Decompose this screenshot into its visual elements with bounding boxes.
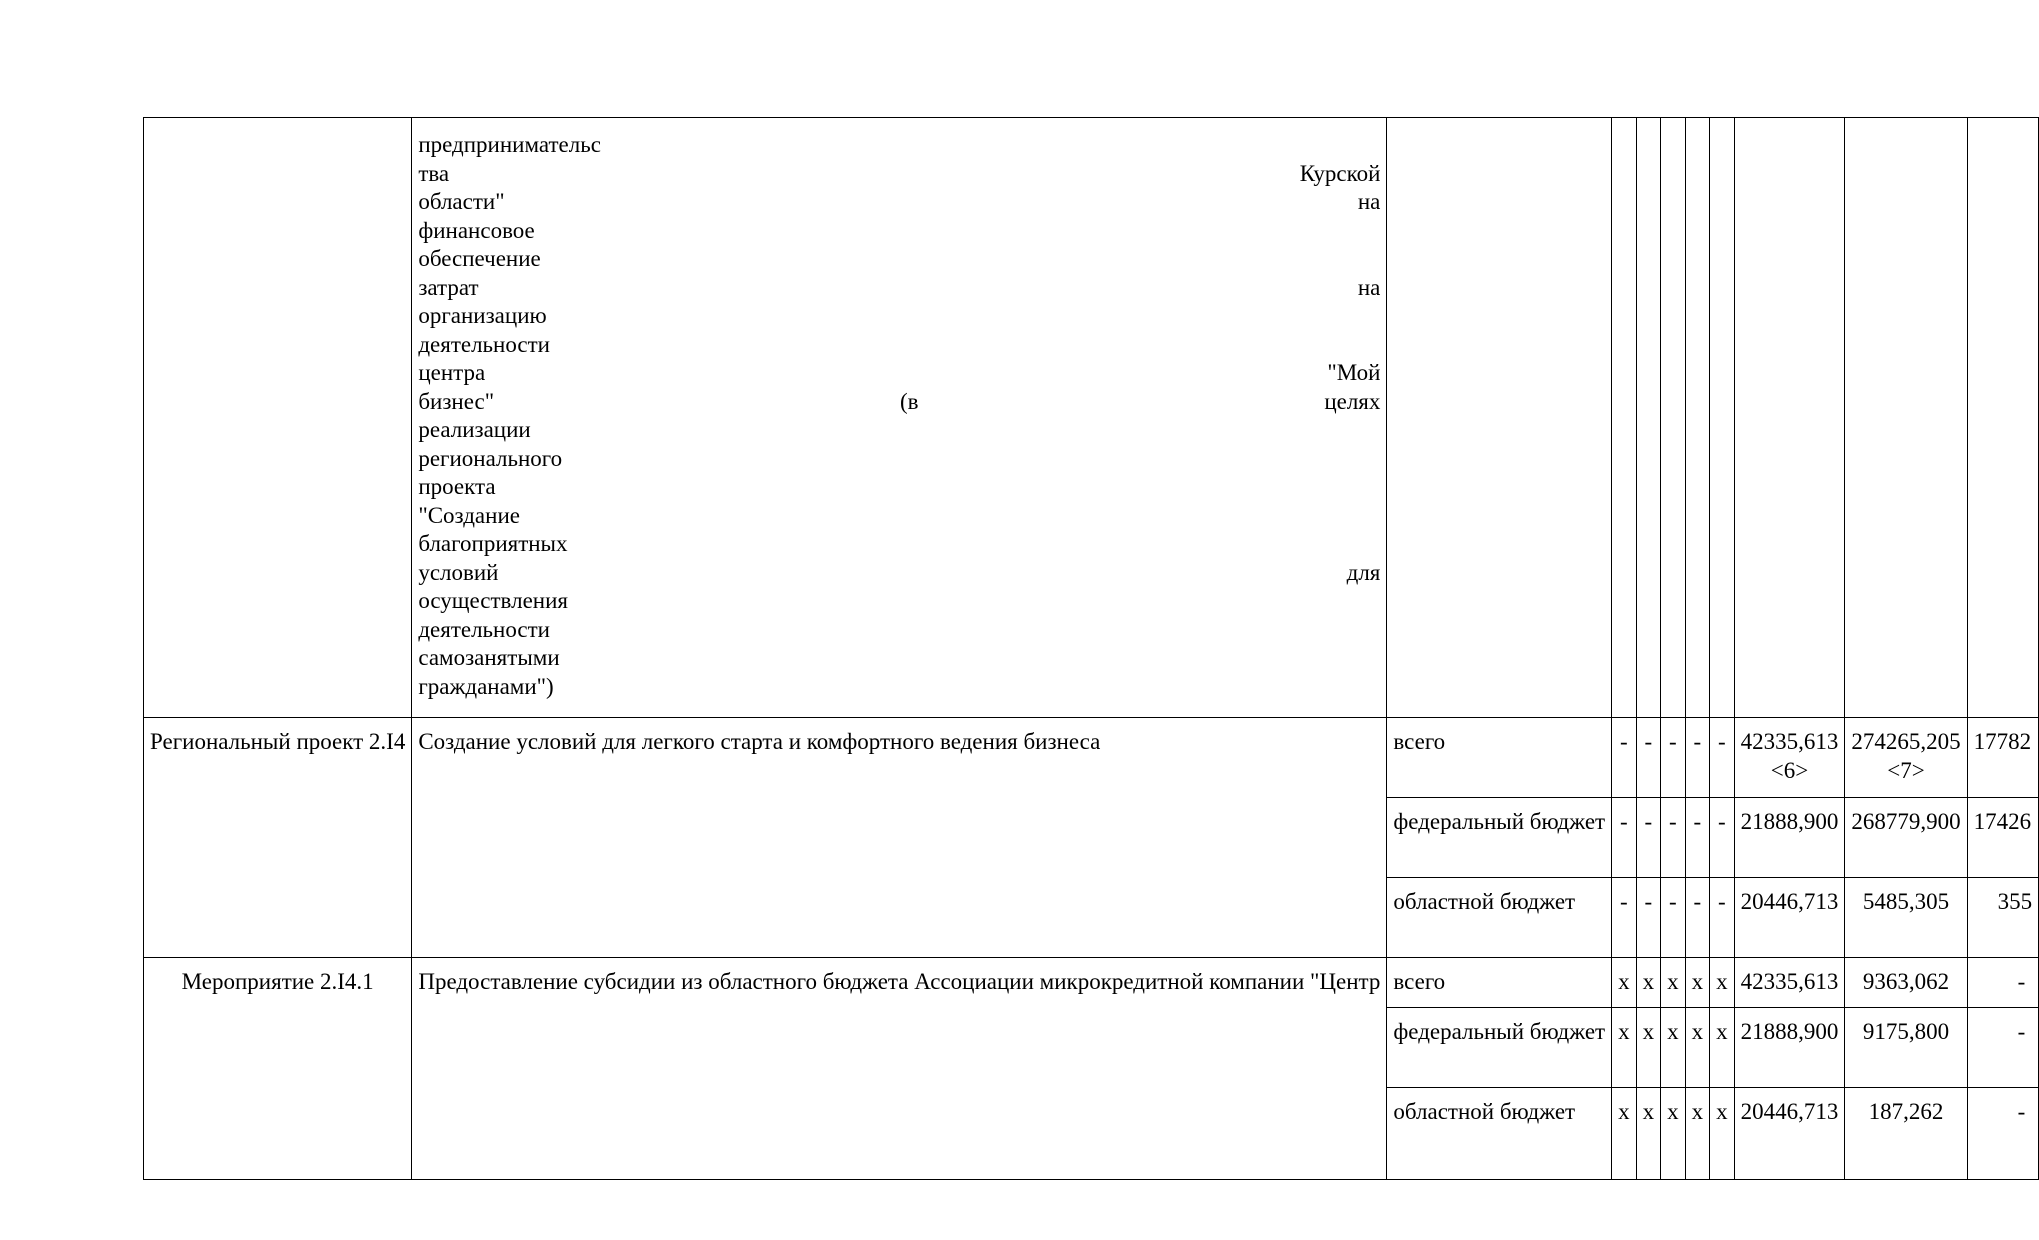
desc-line: реализации	[418, 417, 531, 442]
value-cell: -	[1612, 718, 1637, 798]
desc-line: деятельности	[418, 616, 550, 642]
value-cell-clipped: -	[1967, 1008, 2039, 1088]
desc-line: тва Курской	[418, 160, 1381, 186]
footnote-ref: <6>	[1770, 757, 1809, 783]
desc-line: условий для	[418, 559, 1381, 585]
value-cell: -	[1661, 798, 1686, 878]
value-cell: -	[1710, 798, 1735, 878]
value-cell: 9363,062	[1845, 958, 1967, 1008]
table-row	[144, 958, 2039, 1008]
desc-line: бизнес" (в целях	[418, 388, 1381, 414]
value-cell: x	[1710, 1008, 1735, 1088]
value-cell-clipped: -	[1967, 1088, 2039, 1180]
value-cell: -	[1685, 878, 1710, 958]
intro-description-cell	[412, 118, 1387, 718]
desc-line: центра "Мой	[418, 360, 1381, 385]
value-cell-clipped: 17426	[1967, 798, 2039, 878]
value-cell: x	[1612, 1008, 1637, 1088]
value-cell: 42335,613	[1734, 958, 1845, 1008]
desc-line: деятельности	[418, 331, 550, 357]
source-cell: областной бюджет	[1387, 878, 1612, 958]
value-cell: x	[1636, 1008, 1661, 1088]
desc-line: гражданами")	[418, 673, 554, 699]
desc-line: регионального	[418, 445, 563, 471]
value-cell: 21888,900	[1734, 1008, 1845, 1088]
value-cell: 21888,900	[1734, 798, 1845, 878]
value-cell: -	[1636, 718, 1661, 798]
value-cell: x	[1661, 1088, 1686, 1180]
value-cell: 20446,713	[1734, 878, 1845, 958]
project-description-cell: Создание условий для легкого старта и комфортного ведения бизнеса	[412, 718, 1387, 958]
value-cell: x	[1685, 958, 1710, 1008]
value-cell: 9175,800	[1845, 1008, 1967, 1088]
value-cell: 268779,900	[1845, 798, 1967, 878]
desc-line: "Создание	[418, 502, 520, 528]
desc-line: самозанятыми	[418, 645, 560, 670]
value-cell: x	[1612, 1088, 1637, 1180]
value-cell: -	[1612, 878, 1637, 958]
value-cell: -	[1685, 718, 1710, 798]
table-row	[144, 718, 2039, 798]
value-cell-clipped: 355	[1967, 878, 2039, 958]
value-cell: x	[1612, 958, 1637, 1008]
value-cell: x	[1685, 1088, 1710, 1180]
value-cell: -	[1661, 878, 1686, 958]
value-cell: -	[1710, 878, 1735, 958]
value-cell: 42335,613 <6>	[1734, 718, 1845, 798]
value-cell: 20446,713	[1734, 1088, 1845, 1180]
desc-line: осуществления	[418, 588, 568, 613]
value-cell: 187,262	[1845, 1088, 1967, 1180]
desc-line: благоприятных	[418, 531, 568, 556]
desc-line: организацию	[418, 303, 547, 328]
value-cell: x	[1685, 1008, 1710, 1088]
value-cell: -	[1636, 878, 1661, 958]
source-cell: областной бюджет	[1387, 1088, 1612, 1180]
source-cell: всего	[1387, 958, 1612, 1008]
value-cell: x	[1636, 1088, 1661, 1180]
value-cell-clipped: 17782	[1967, 718, 2039, 798]
value-cell: x	[1710, 1088, 1735, 1180]
desc-line: обеспечение	[418, 246, 541, 271]
value-cell-clipped: -	[1967, 958, 2039, 1008]
value-cell: 274265,205 <7>	[1845, 718, 1967, 798]
value-cell: -	[1710, 718, 1735, 798]
value-cell: x	[1661, 958, 1686, 1008]
desc-line: проекта	[418, 474, 496, 499]
source-cell: всего	[1387, 718, 1612, 798]
financing-table	[143, 117, 2039, 1180]
desc-line: предпринимательс	[418, 132, 601, 157]
footnote-ref: <7>	[1887, 757, 1925, 783]
source-cell: федеральный бюджет	[1387, 798, 1612, 878]
value-cell: 5485,305	[1845, 878, 1967, 958]
measure-label-cell: Мероприятие 2.I4.1	[144, 958, 412, 1180]
measure-description-cell: Предоставление субсидии из областного бюджета Ассоциации микрокредитной компании "Центр	[412, 958, 1387, 1180]
desc-line: финансовое	[418, 217, 535, 243]
value-cell: -	[1612, 798, 1637, 878]
value-cell: x	[1710, 958, 1735, 1008]
source-cell: федеральный бюджет	[1387, 1008, 1612, 1088]
desc-line: области" на	[418, 189, 1381, 214]
project-label-cell: Региональный проект 2.I4	[144, 718, 412, 958]
value-cell: -	[1661, 718, 1686, 798]
table-row-continuation	[144, 118, 2039, 718]
desc-line: затрат на	[418, 274, 1381, 300]
empty-cell	[144, 118, 412, 718]
value-cell: -	[1685, 798, 1710, 878]
value-cell: -	[1636, 798, 1661, 878]
value-cell: x	[1636, 958, 1661, 1008]
value-cell: x	[1661, 1008, 1686, 1088]
